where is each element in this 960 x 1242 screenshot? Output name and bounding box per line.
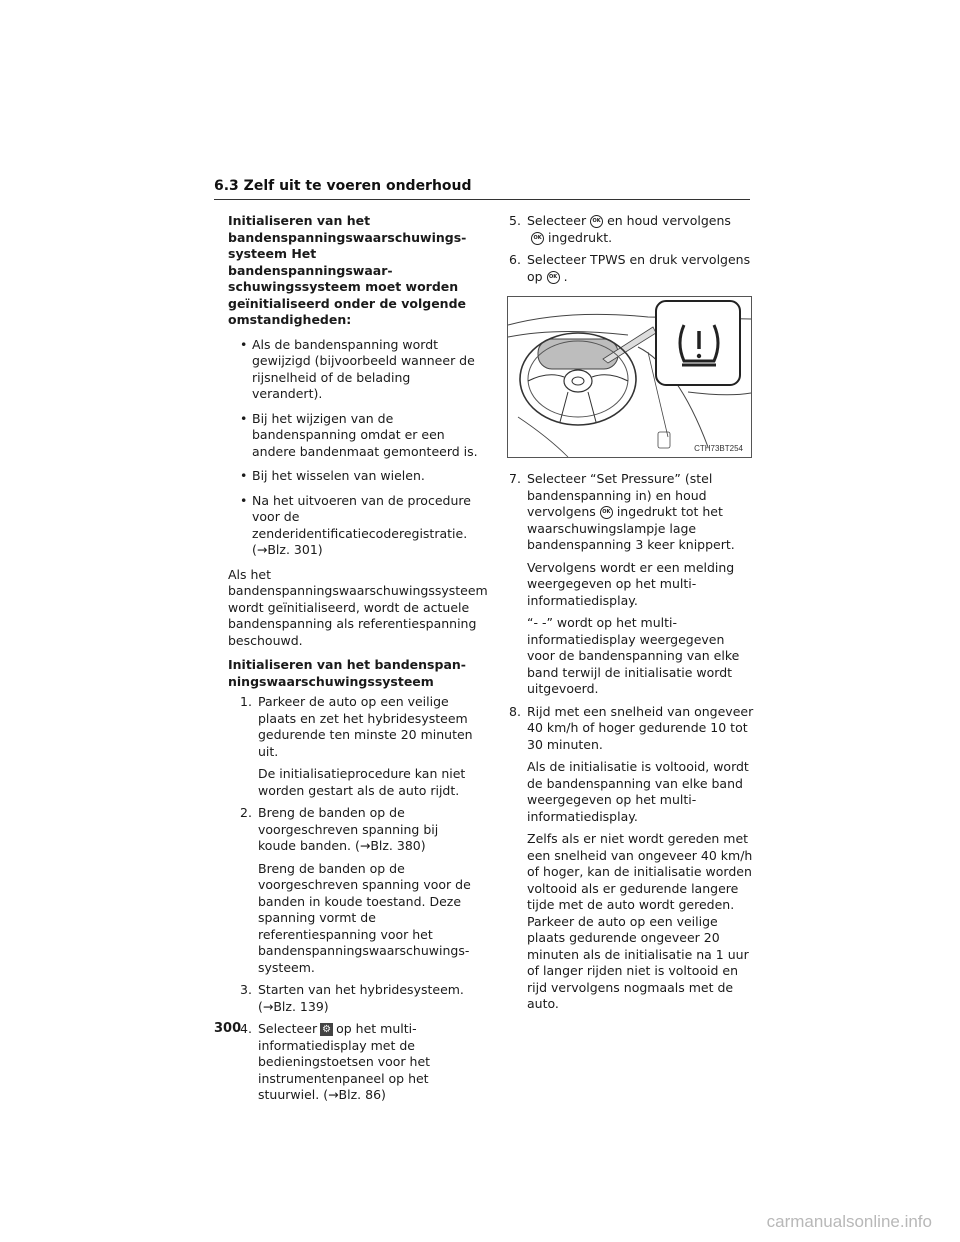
gear-icon: ⚙ (320, 1023, 333, 1036)
left-column (228, 213, 488, 1110)
instrument-cluster (538, 339, 618, 369)
ok-button-icon: OK (547, 271, 560, 284)
section-divider (214, 199, 750, 200)
intro-heading: Initialiseren van het bandenspanningswaarschuwings-systeem Het bandenspanningswaar-schuwingssysteem moet worden geïnitialiseerd onder de volgende omstandigheden: (228, 213, 467, 327)
step-8-note-2: Zelfs als er niet wordt gereden met een snelheid van ongeveer 40 km/h of hoger, kan de initialisatie worden voltooid als er gedurende langere tijde met de auto wordt gereden. Parkeer de auto op een veilige plaats gedurende ongeveer 20 minuten als de initialisatie na 1 uur of langer rijden niet is voltooid en rijd vervolgens nogmaals met de auto. (527, 831, 753, 1011)
step-1: 1. Parkeer de auto op een veilige plaats en zet het hybridesysteem gedurende ten minste 20 minuten uit. (240, 694, 473, 759)
section-title: 6.3 Zelf uit te voeren onderhoud (214, 178, 472, 194)
step-7-note-2: “- -” wordt op het multi-informatiedisplay weergegeven voor de bandenspanning van elke band terwijl de initialisatie wordt uitgevoerd. (527, 615, 740, 696)
figure-code: CTH73BT254 (694, 444, 743, 453)
bullet-item: • Als de bandenspanning wordt gewijzigd (bijvoorbeeld wanneer de rijsnelheid of de belading verandert). (240, 336, 475, 401)
step-2: 2. Breng de banden op de voorgeschreven spanning bij koude banden. (→Blz. 380) (240, 805, 439, 853)
step-8-note-1: Als de initialisatie is voltooid, wordt de bandenspanning van elke band weergegeven op het multi-informatiedisplay. (527, 759, 749, 824)
step-2-note: Breng de banden op de voorgeschreven spanning voor de banden in koude toestand. Deze spanning vormt de referentiespanning voor het bandenspanningswaarschuwings-systeem. (258, 860, 471, 975)
step-6: 6. Selecteer TPWS en druk vervolgens op OK . (509, 252, 751, 284)
step-3: 3. Starten van het hybridesysteem. (→Blz. 139) (240, 982, 464, 1014)
step-5: 5. Selecteer OK en houd vervolgens OK ingedrukt. (509, 213, 731, 245)
ok-button-icon: OK (600, 506, 613, 519)
step-4: 4. Selecteer ⚙ op het multi-informatiedisplay met de bedieningstoetsen voor het instrumentenpaneel op het stuurwiel. (→Blz. 86) (240, 1021, 431, 1102)
watermark: carmanualsonline.info (766, 1212, 932, 1231)
bullet-item: • Bij het wisselen van wielen. (240, 468, 425, 483)
ok-button-icon: OK (590, 215, 603, 228)
reference-paragraph: Als het bandenspanningswaarschuwingssysteem wordt geïnitialiseerd, wordt de actuele bandenspanning als referentiespanning beschouwd. (228, 566, 488, 648)
step-7-note-1: Vervolgens wordt er een melding weergegeven op het multi-informatiedisplay. (527, 559, 735, 608)
step-8: 8. Rijd met een snelheid van ongeveer 40 km/h of hoger gedurende 10 tot 30 minuten. (509, 703, 754, 752)
ok-button-icon: OK (531, 232, 544, 245)
bullet-item: • Bij het wijzigen van de bandenspanning omdat er een andere bandenmaat gemonteerd is. (240, 410, 478, 459)
dashboard-illustration (507, 296, 752, 458)
page-number: 300 (214, 1021, 242, 1036)
step-7: 7. Selecteer “Set Pressure” (stel bandenspanning in) en houd vervolgens OK ingedrukt tot het waarschuwingslampje lage bandenspanning 3 keer knippert. (509, 471, 735, 552)
bullet-item: • Na het uitvoeren van de procedure voor de zenderidentificatiecoderegistratie. (→Blz. 301) (240, 492, 471, 557)
step-1-note: De initialisatieprocedure kan niet worden gestart als de auto rijdt. (258, 766, 466, 798)
dashboard-drawing (508, 297, 751, 457)
procedure-heading: Initialiseren van het bandenspan-ningswaarschuwingssysteem (228, 657, 466, 689)
